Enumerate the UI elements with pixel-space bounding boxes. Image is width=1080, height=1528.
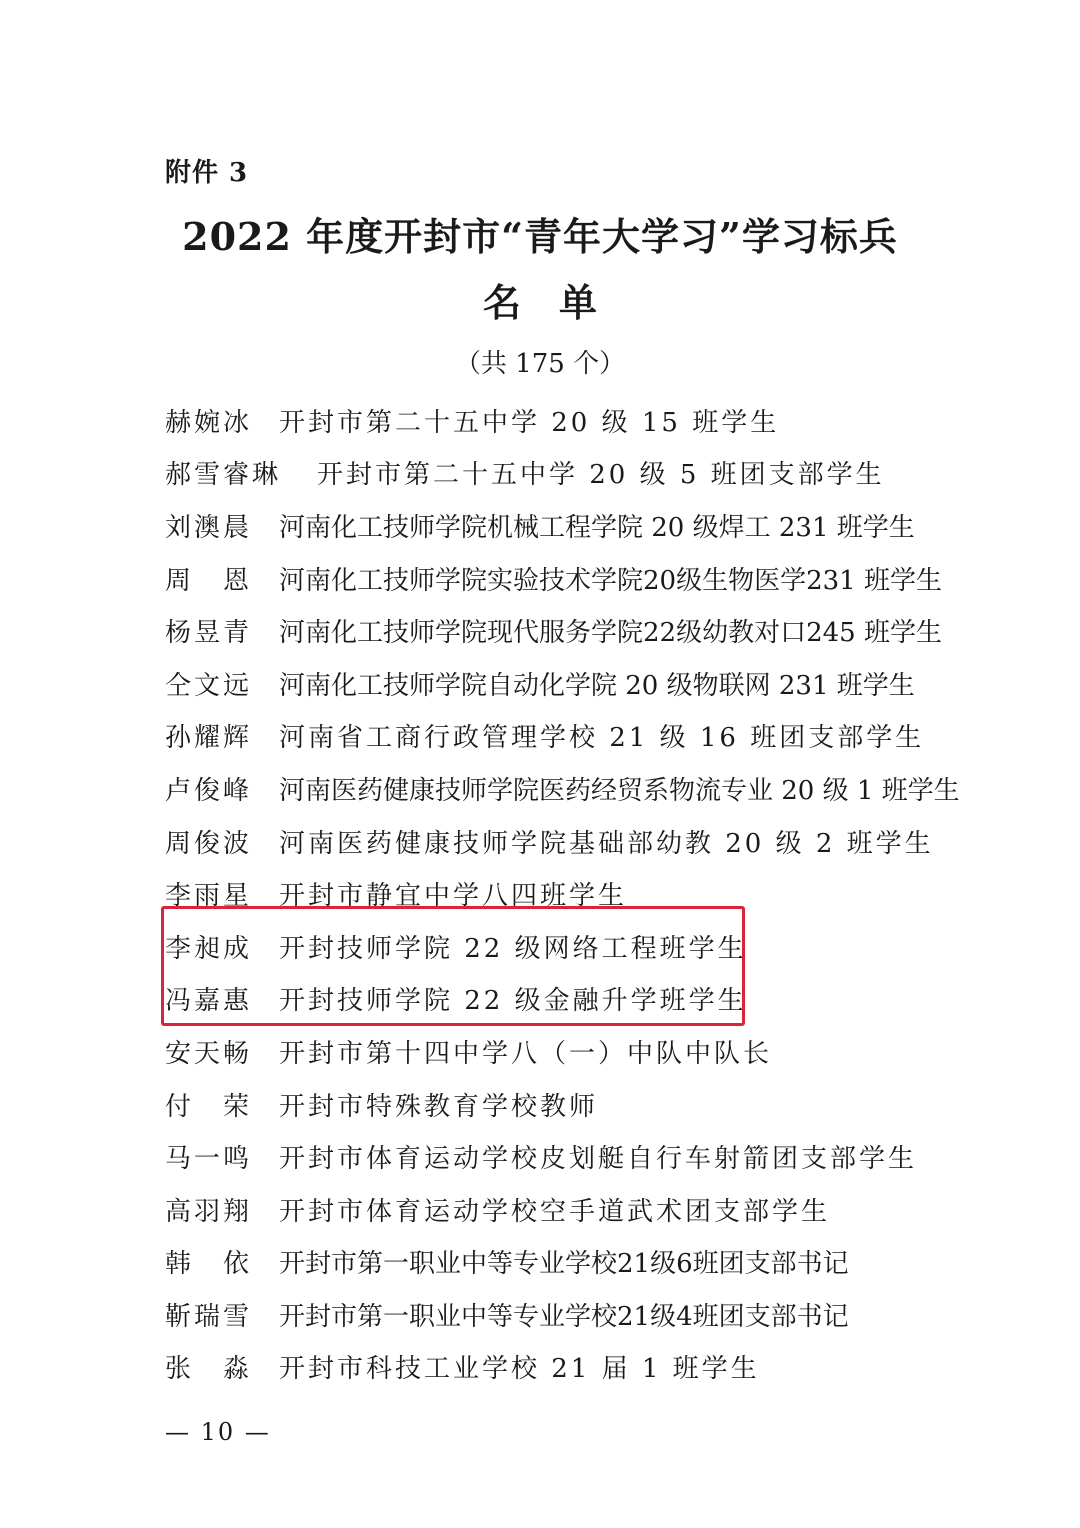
list-item [165,552,942,605]
honoree-name: 赫婉冰 [165,407,253,438]
honoree-name: 马一鸣 [165,1144,253,1175]
honoree-unit: 开封市第二十五中学 20 级 5 班团支部学生 [317,460,885,491]
list-item [165,394,935,447]
honoree-unit: 开封技师学院 22 级网络工程班学生 [279,933,747,964]
list-item [165,1236,935,1289]
list-item [165,657,935,710]
honoree-name: 周俊波 [165,828,253,859]
honoree-unit: 开封市静宜中学八四班学生 [279,881,628,912]
honoree-unit: 河南化工技师学院机械工程学院 20 级焊工 231 班学生 [279,512,915,543]
honoree-name: 张 淼 [165,1354,253,1385]
honoree-unit: 河南医药健康技师学院基础部幼教 20 级 2 班学生 [279,828,934,859]
honoree-unit: 河南化工技师学院现代服务学院22级幼教对口245 班学生 [279,618,942,649]
list-item [165,1288,935,1341]
honoree-unit: 开封市第十四中学八（一）中队中队长 [279,1038,773,1069]
document-title: 2022 年度开封市“青年大学习”学习标兵 [182,214,898,259]
honoree-unit: 河南医药健康技师学院医药经贸系物流专业 20 级 1 班学生 [279,775,960,806]
document-subtitle: 名单 [482,280,635,325]
honoree-name: 孙耀辉 [165,723,253,754]
honoree-unit: 开封市特殊教育学校教师 [279,1091,599,1122]
list-item [165,1078,935,1131]
list-item [165,447,935,500]
highlight-box [161,906,745,1026]
list-item [165,1183,935,1236]
honoree-unit: 开封市第一职业中等专业学校21级6班团支部书记 [279,1249,849,1280]
total-count: （共 175 个） [454,349,626,379]
honoree-name: 卢俊峰 [165,775,253,806]
list-item [165,762,960,815]
honoree-unit: 开封市科技工业学校 21 届 1 班学生 [279,1354,760,1385]
honoree-unit: 河南化工技师学院自动化学院 20 级物联网 231 班学生 [279,670,915,701]
honoree-name: 杨昱青 [165,618,253,649]
honoree-name: 冯嘉惠 [165,986,253,1017]
list-item [165,1130,935,1183]
honoree-name: 刘澳晨 [165,512,253,543]
list-item [165,710,935,763]
honoree-unit: 河南省工商行政管理学校 21 级 16 班团支部学生 [279,723,925,754]
list-item [165,499,935,552]
honoree-name: 仝文远 [165,670,253,701]
honoree-name: 韩 依 [165,1249,253,1280]
honoree-unit: 开封市第一职业中等专业学校21级4班团支部书记 [279,1301,849,1332]
list-item [165,815,935,868]
attachment-label: 附件 3 [165,158,249,188]
honoree-unit: 开封技师学院 22 级金融升学班学生 [279,986,747,1017]
page-number: — 10 — [165,1418,271,1446]
honoree-unit: 开封市体育运动学校空手道武术团支部学生 [279,1196,831,1227]
honoree-name: 靳瑞雪 [165,1301,253,1332]
honoree-name: 李昶成 [165,933,253,964]
honoree-name: 安天畅 [165,1038,253,1069]
list-item [165,1025,935,1078]
honoree-name: 李雨星 [165,881,253,912]
honoree-name: 周 恩 [165,565,253,596]
honoree-unit: 开封市第二十五中学 20 级 15 班学生 [279,407,780,438]
list-item [165,1341,935,1394]
list-item [165,604,942,657]
honoree-list [165,394,960,1393]
honoree-name: 郝雪睿琳 [165,460,282,491]
honoree-name: 高羽翔 [165,1196,253,1227]
honoree-name: 付 荣 [165,1091,253,1122]
honoree-unit: 河南化工技师学院实验技术学院20级生物医学231 班学生 [279,565,942,596]
honoree-unit: 开封市体育运动学校皮划艇自行车射箭团支部学生 [279,1144,918,1175]
